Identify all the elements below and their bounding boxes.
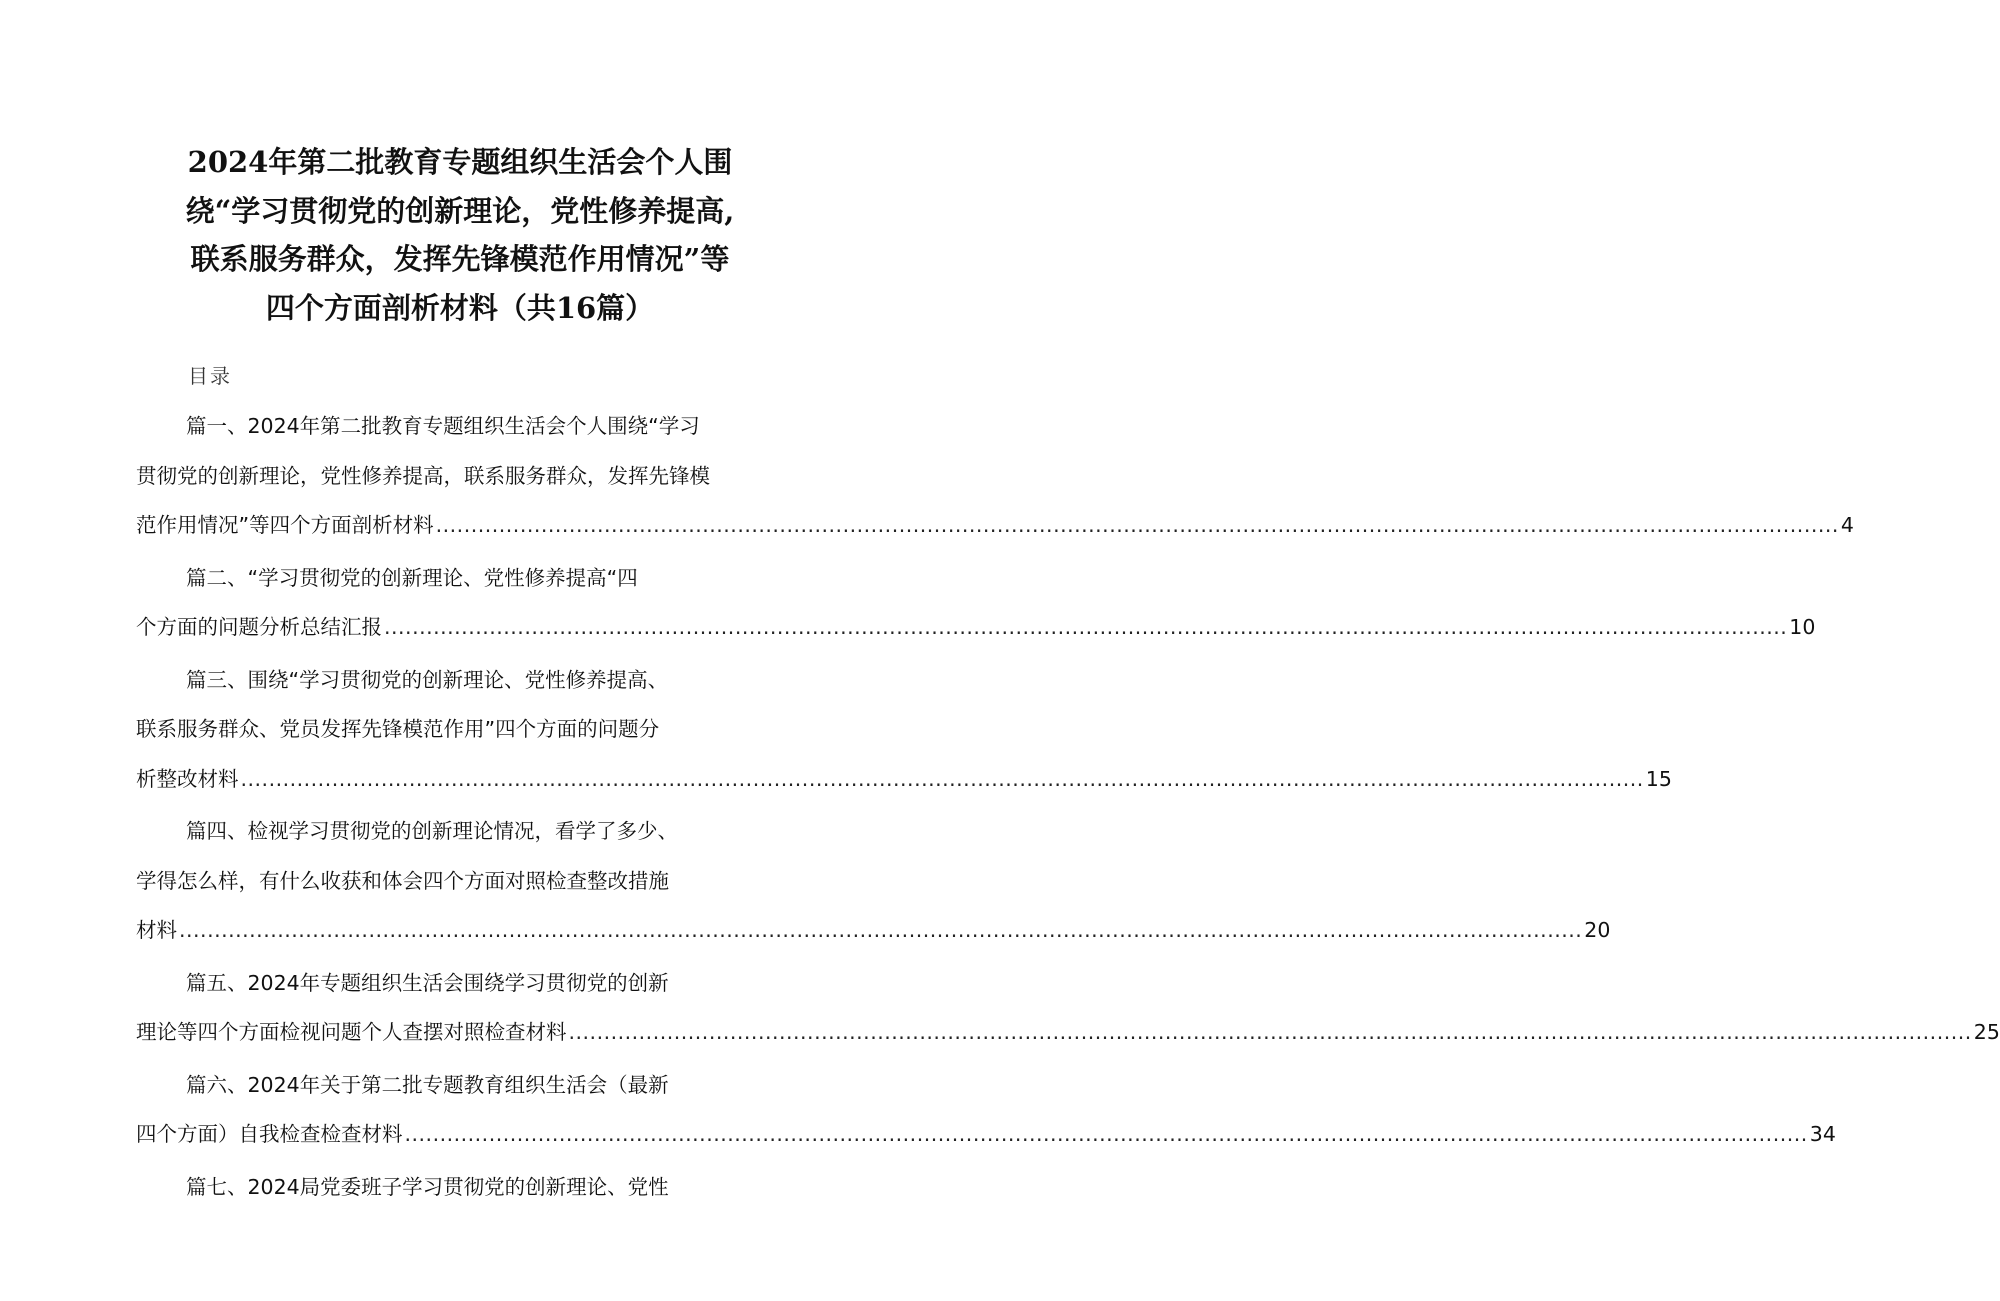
toc-entry-text: 个方面的问题分析总结汇报 — [136, 615, 382, 639]
title-line: 绕“学习贯彻党的创新理论，党性修养提高, — [185, 193, 735, 228]
toc-entry-text: 析整改材料 — [136, 766, 239, 791]
dot-leader: ........................................................................................................................................................................................................ — [435, 513, 1839, 537]
table-of-contents — [136, 402, 2000, 1215]
toc-entry-line: 篇五、2024年专题组织生活会围绕学习贯彻党的创新 — [186, 970, 669, 995]
title-line: 四个方面剖析材料（共16篇） — [265, 290, 655, 325]
toc-entry-line — [136, 755, 1672, 805]
toc-entry[interactable] — [136, 554, 1816, 653]
toc-page-number: 20 — [1584, 918, 1611, 942]
title-line: 联系服务群众，发挥先锋模范作用情况”等 — [190, 242, 730, 276]
toc-entry[interactable] — [136, 959, 2000, 1058]
dot-leader: ........................................................................................................................................................................................................ — [568, 1020, 1972, 1044]
toc-entry-line: 篇七、2024局党委班子学习贯彻党的创新理论、党性 — [186, 1174, 669, 1199]
toc-page-number: 25 — [1973, 1020, 2000, 1044]
toc-page-number: 15 — [1645, 766, 1672, 791]
toc-entry[interactable] — [136, 807, 1611, 956]
dot-leader: ........................................................................................................................................................................................................ — [179, 918, 1583, 942]
toc-entry-line — [136, 1008, 2000, 1058]
toc-page-number: 4 — [1840, 513, 1854, 537]
toc-entry-text: 理论等四个方面检视问题个人查摆对照检查材料 — [136, 1020, 567, 1044]
toc-entry-line: 学得怎么样，有什么收获和体会四个方面对照检查整改措施 — [136, 868, 669, 893]
toc-entry-line — [136, 501, 1854, 551]
dot-leader: ........................................................................................................................................................................................................ — [404, 1122, 1808, 1146]
toc-entry-line — [136, 906, 1611, 956]
toc-entry-text: 四个方面）自我检查检查材料 — [136, 1122, 403, 1146]
title-line: 2024年第二批教育专题组织生活会个人围 — [187, 145, 733, 179]
toc-entry-line — [136, 603, 1816, 653]
dot-leader: ........................................................................................................................................................................................................ — [240, 766, 1644, 791]
toc-entry-line: 篇三、围绕“学习贯彻党的创新理论、党性修养提高、 — [186, 667, 669, 692]
toc-entry-line: 贯彻党的创新理论，党性修养提高，联系服务群众，发挥先锋模 — [136, 463, 710, 488]
toc-entry-line: 篇一、2024年第二批教育专题组织生活会个人围绕“学习 — [186, 414, 700, 438]
toc-entry[interactable] — [136, 1163, 786, 1213]
toc-entry-line: 篇四、检视学习贯彻党的创新理论情况，看学了多少、 — [186, 819, 678, 843]
toc-entry[interactable] — [136, 402, 1854, 551]
toc-entry[interactable] — [136, 656, 1672, 805]
toc-entry-line: 联系服务群众、党员发挥先锋模范作用”四个方面的问题分 — [136, 717, 660, 741]
toc-entry-text: 范作用情况”等四个方面剖析材料 — [136, 513, 434, 537]
document-title — [120, 138, 800, 332]
toc-entry-text: 材料 — [136, 918, 177, 942]
toc-entry-line: 篇六、2024年关于第二批专题教育组织生活会（最新 — [186, 1072, 669, 1097]
toc-page-number: 10 — [1789, 615, 1816, 639]
toc-entry-line — [136, 1110, 1836, 1160]
toc-entry[interactable] — [136, 1061, 1836, 1160]
toc-entry-line: 篇二、“学习贯彻党的创新理论、党性修养提高“四 — [186, 565, 638, 590]
toc-page-number: 34 — [1809, 1122, 1836, 1146]
toc-heading: 目录 — [188, 364, 232, 388]
dot-leader: ........................................................................................................................................................................................................ — [384, 615, 1788, 639]
